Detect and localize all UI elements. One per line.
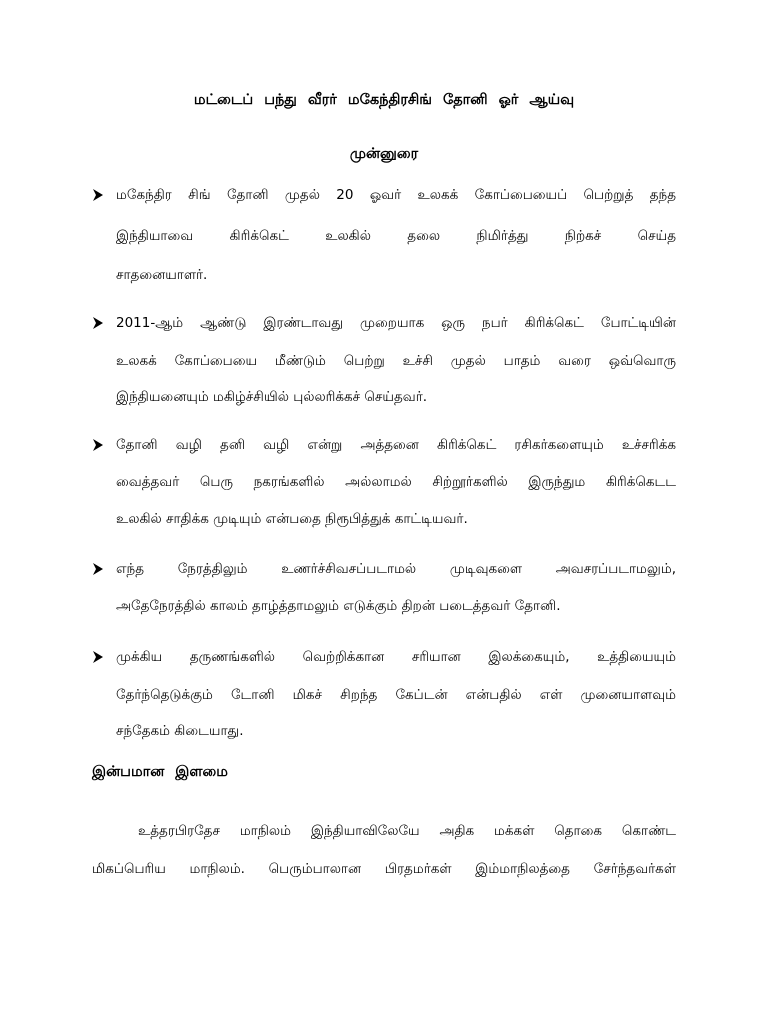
bullet-line: இந்தியனையும் மகிழ்ச்சியில் புல்லரிக்கச் செய்தவர். <box>116 389 428 405</box>
section-heading-youth: இன்பமான இளமை <box>92 764 228 780</box>
arrow-bullet-icon <box>92 650 104 664</box>
arrow-bullet-icon <box>92 316 104 330</box>
bullet-line: எந்த நேரத்திலும் உணர்ச்சிவசப்படாமல் முடிவுகளை அவசரப்படாமலும், <box>116 561 676 577</box>
bullet-line: தேர்ந்தெடுக்கும் டோனி மிகச் சிறந்த கேப்டன் என்பதில் எள் முனையாளவும் <box>116 687 676 703</box>
bullet-line: தோனி வழி தனி வழி என்று அத்தனை கிரிக்கெட் ரசிகர்களையும் உச்சரிக்க <box>116 437 676 453</box>
arrow-bullet-icon <box>92 562 104 576</box>
bullet-line: சாதனையாளர். <box>116 267 208 283</box>
bullet-line: இந்தியாவை கிரிக்கெட் உலகில் தலை நிமிர்த்து நிற்கச் செய்த <box>116 228 676 244</box>
bullet-line: மகேந்திர சிங் தோனி முதல் 20 ஓவர் உலகக் கோப்பையைப் பெற்றுத் தந்த <box>116 187 676 203</box>
bullet-line: 2011-ஆம் ஆண்டு இரண்டாவது முறையாக ஒரு நபர் கிரிக்கெட் போட்டியின் <box>116 315 676 331</box>
bullet-line: உலகக் கோப்பையை மீண்டும் பெற்று உச்சி முதல் பாதம் வரை ஒவ்வொரு <box>116 353 676 369</box>
paragraph-line: மிகப்பெரிய மாநிலம். பெரும்பாலான பிரதமர்கள் இம்மாநிலத்தை சேர்ந்தவர்கள் <box>92 861 676 877</box>
arrow-bullet-icon <box>92 438 104 452</box>
document-title: மட்டைப் பந்து வீரர் மகேந்திரசிங் தோனி ஓர் ஆய்வு <box>193 92 575 108</box>
bullet-line: முக்கிய தருணங்களில் வெற்றிக்கான சரியான இலக்கையும், உத்தியையும் <box>116 649 676 665</box>
bullet-line: சந்தேகம் கிடையாது. <box>116 723 244 739</box>
section-title-introduction: முன்னுரை <box>349 146 419 162</box>
arrow-bullet-icon <box>92 188 104 202</box>
bullet-line: வைத்தவர் பெரு நகரங்களில் அல்லாமல் சிற்றூர்களில் இருந்தும கிரிக்கெடட <box>116 474 676 490</box>
paragraph-line: உத்தரபிரதேச மாநிலம் இந்தியாவிலேயே அதிக மக்கள் தொகை கொண்ட <box>138 823 676 839</box>
bullet-line: அதேநேரத்தில் காலம் தாழ்த்தாமலும் எடுக்கும் திறன் படைத்தவர் தோனி. <box>116 598 561 614</box>
bullet-line: உலகில் சாதிக்க முடியும் என்பதை நிரூபித்துக் காட்டியவர். <box>116 511 468 527</box>
